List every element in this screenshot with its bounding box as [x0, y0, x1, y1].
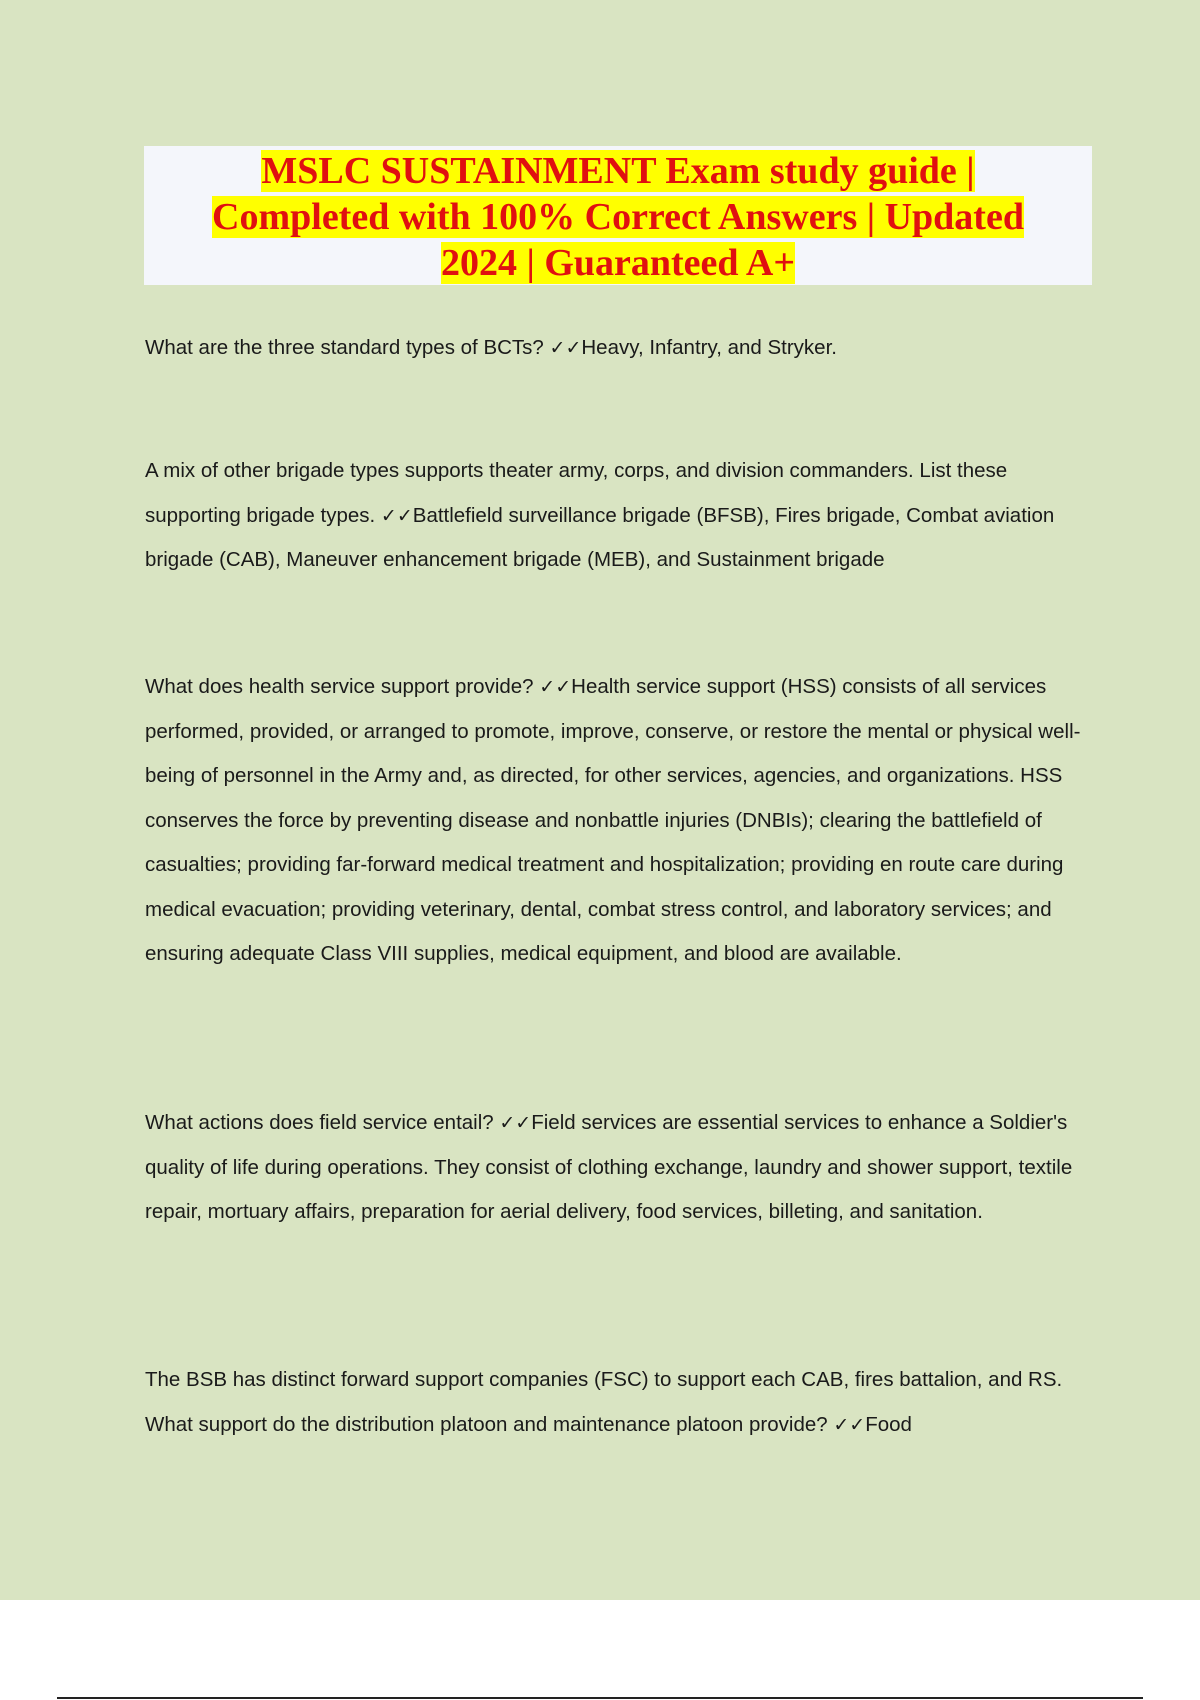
title-box: [144, 146, 1092, 285]
qa-item: [145, 326, 1090, 371]
answer-text: Food: [865, 1412, 912, 1436]
title-line: Completed with 100% Correct Answers | Updated: [212, 196, 1024, 238]
double-check-icon: ✓✓: [833, 1413, 866, 1436]
question-text: The BSB has distinct forward support companies (FSC) to support each CAB, fires battalion, and RS. What support do the distribution platoon and maintenance platoon provide?: [145, 1368, 1063, 1436]
footer-rule: [57, 1697, 1143, 1699]
title-line: 2024 | Guaranteed A+: [440, 242, 796, 284]
document-title: [144, 148, 1092, 286]
answer-text: Health service support (HSS) consists of all services performed, provided, or arranged to promote, improve, conserve, or restore the mental or physical well-being of personnel in the Army and, as directed, for other services, agencies, and organizations. HSS conserves the force by preventing disease and nonbattle injuries (DNBIs); clearing the battlefield of casualties; providing far-forward medical treatment and hospitalization; providing en route care during medical evacuation; providing veterinary, dental, combat stress control, and laboratory services; and ensuring adequate Class VIII supplies, medical equipment, and blood are available.: [145, 675, 1081, 965]
question-text: What actions does field service entail?: [145, 1111, 494, 1134]
question-text: What does health service support provide?: [145, 675, 534, 698]
qa-item: [145, 1101, 1090, 1235]
double-check-icon: ✓✓: [499, 1112, 532, 1134]
answer-text: Heavy, Infantry, and Stryker.: [581, 336, 837, 359]
question-text: What are the three standard types of BCTs?: [145, 336, 544, 359]
answer-text: Field services are essential services to enhance a Soldier's quality of life during operations. They consist of clothing exchange, laundry and shower support, textile repair, mortuary affairs, preparation for aerial delivery, food services, billeting, and sanitation.: [145, 1111, 1073, 1223]
title-line: MSLC SUSTAINMENT Exam study guide |: [261, 150, 975, 192]
double-check-icon: ✓✓: [380, 504, 413, 527]
qa-item: [145, 1358, 1090, 1447]
double-check-icon: ✓✓: [549, 337, 582, 359]
qa-item: [145, 449, 1090, 583]
double-check-icon: ✓✓: [539, 676, 572, 698]
question-text: A mix of other brigade types supports theater army, corps, and division commanders. List these supporting brigade types.: [145, 459, 1008, 527]
answer-text: Battlefield surveillance brigade (BFSB), Fires brigade, Combat aviation brigade (CAB), Maneuver enhancement brigade (MEB), and Sustainment brigade: [145, 503, 1055, 571]
qa-item: [145, 665, 1090, 977]
